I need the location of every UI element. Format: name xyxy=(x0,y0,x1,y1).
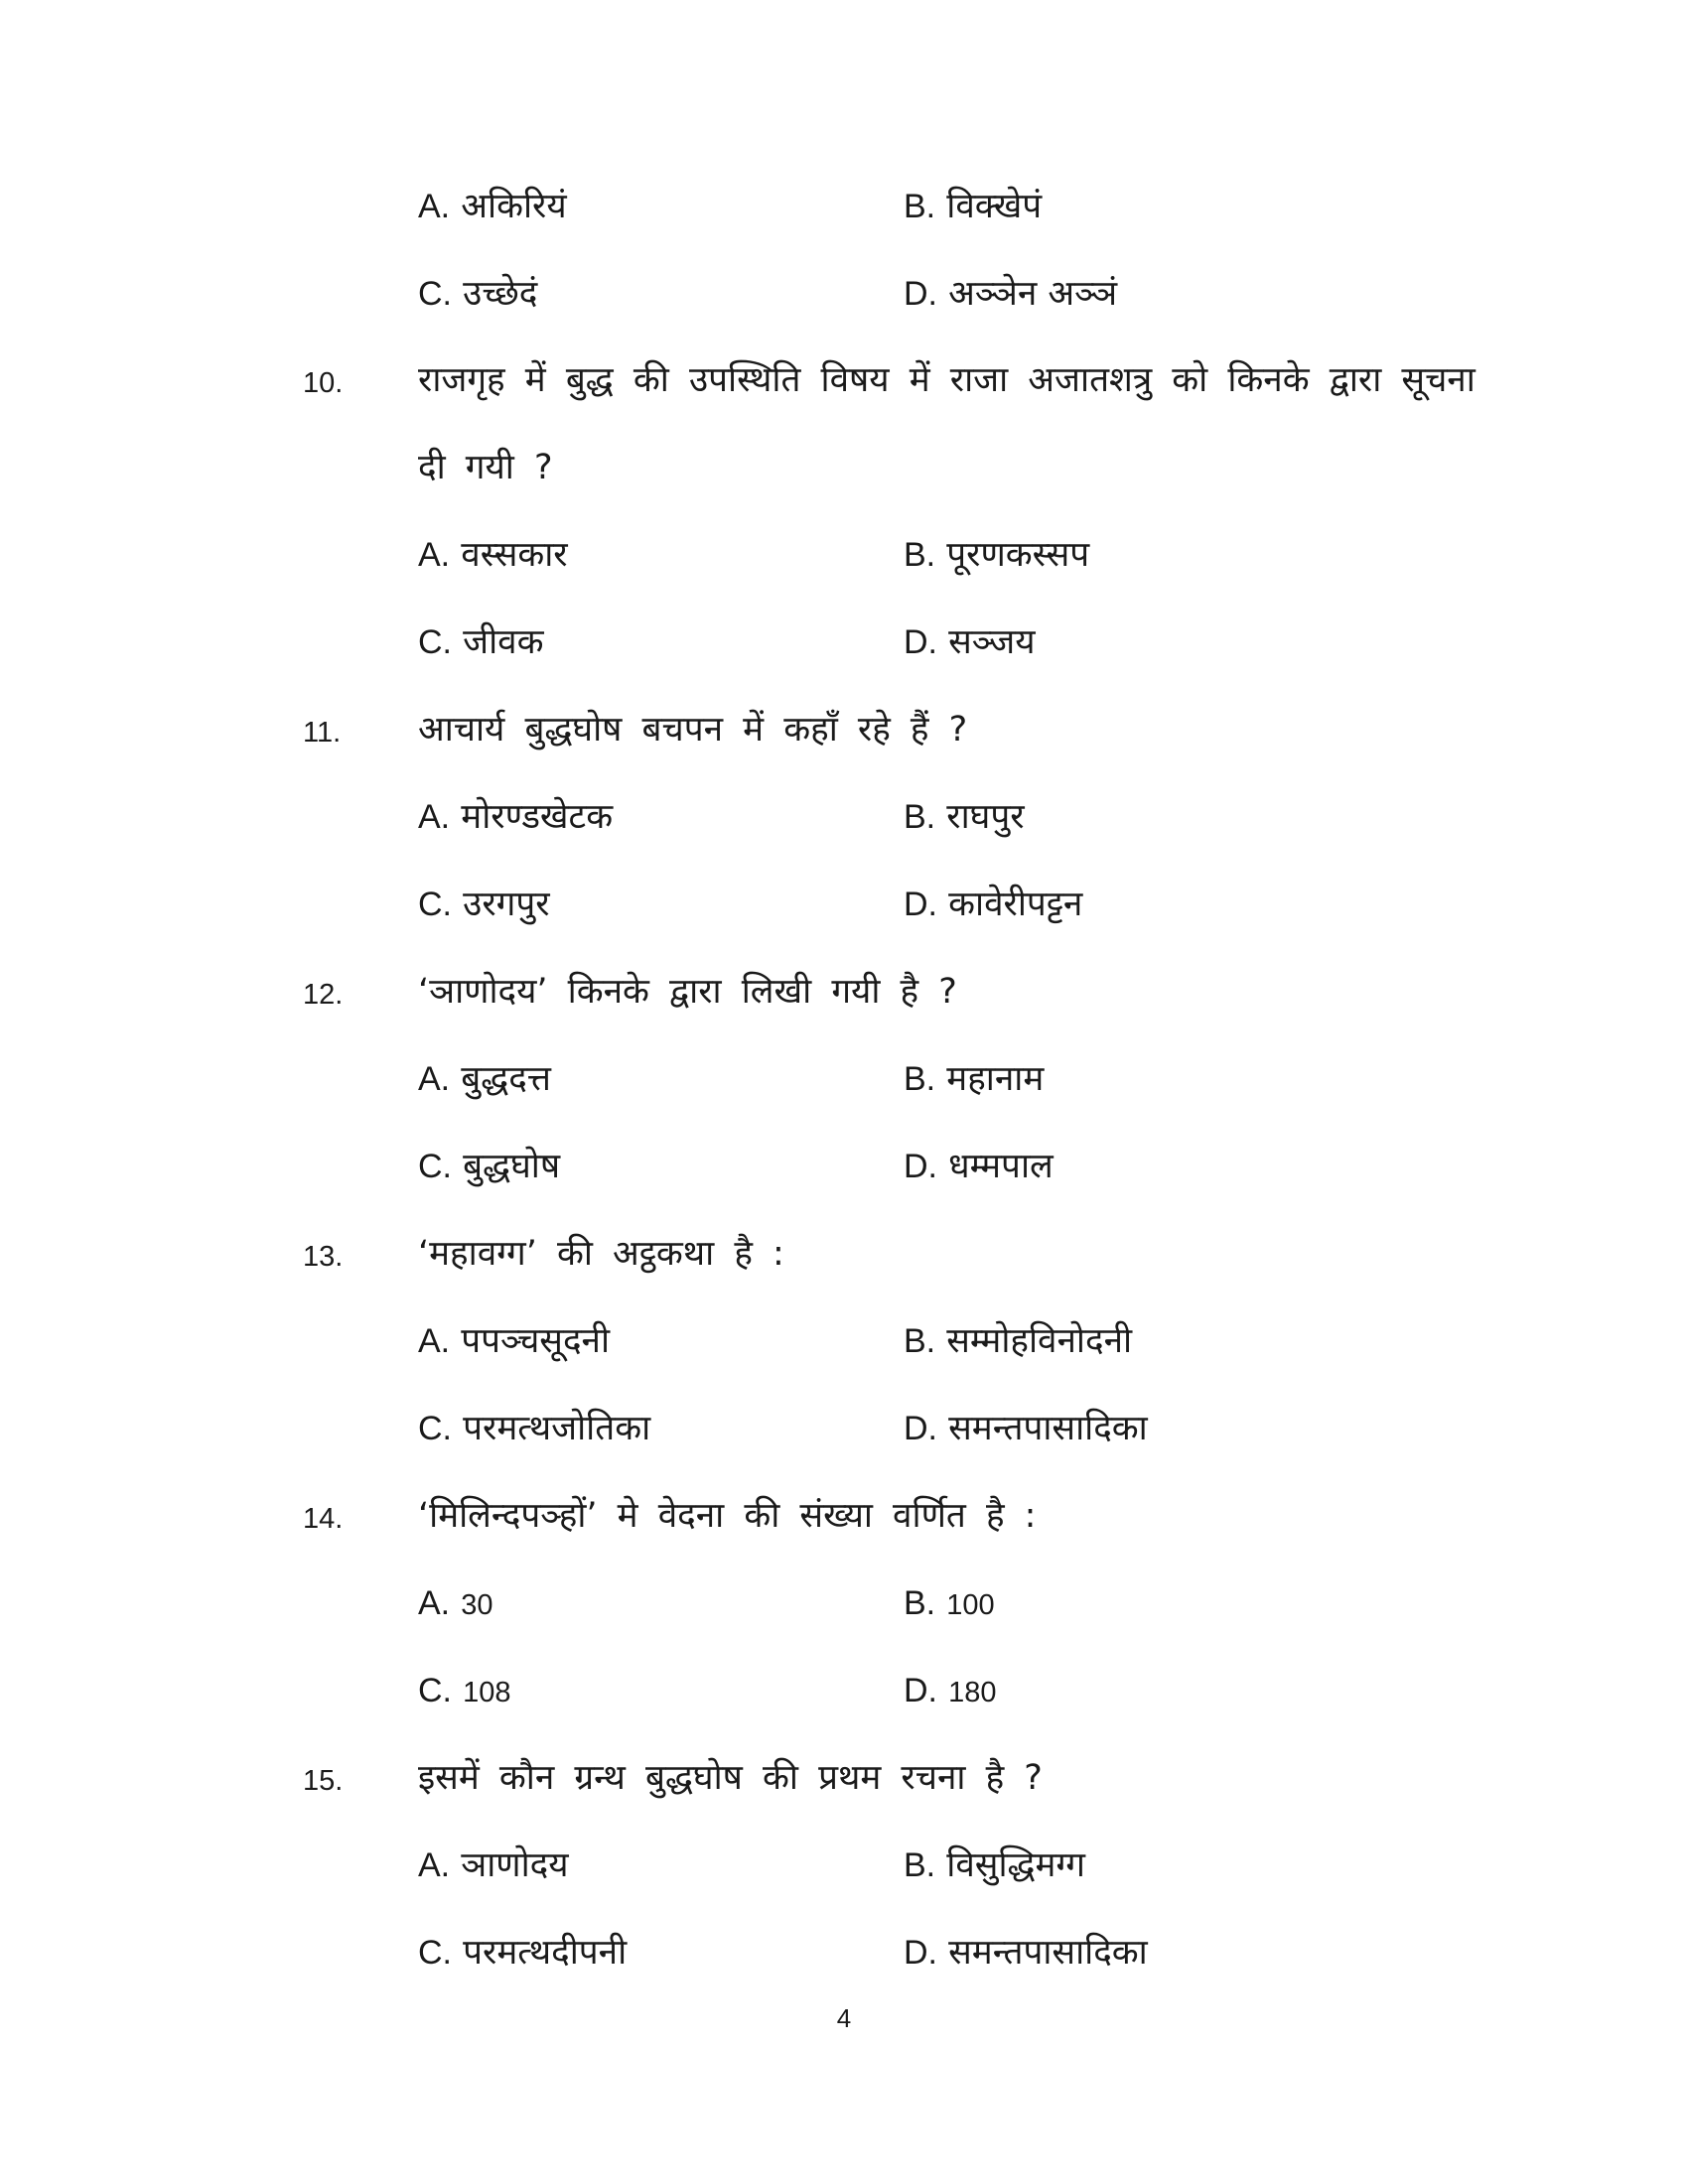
question-13-text: ‘महावग्ग’ की अट्ठकथा है : xyxy=(418,1234,784,1274)
option-text: समन्तपासादिका xyxy=(948,1409,1148,1448)
question-15-text: इसमें कौन ग्रन्थ बुद्धघोष की प्रथम रचना है ? xyxy=(418,1758,1043,1798)
option-text: वस्सकार xyxy=(461,535,568,575)
option-text: अञ्ञेन अञ्ञं xyxy=(948,274,1118,314)
page-number: 4 xyxy=(836,2003,852,2033)
question-number-14: 14. xyxy=(303,1503,344,1535)
q13-option-d xyxy=(904,1409,1148,1448)
option-letter: D. xyxy=(904,886,937,923)
q10-option-b xyxy=(904,535,1090,575)
option-letter: A. xyxy=(418,1060,451,1098)
option-text: 180 xyxy=(948,1677,997,1708)
option-letter: A. xyxy=(418,798,451,836)
q12-option-c xyxy=(418,1147,561,1186)
option-text: परमत्थजोतिका xyxy=(463,1409,651,1448)
option-text: उच्छेदं xyxy=(463,274,538,314)
question-number-11: 11. xyxy=(303,717,342,749)
option-letter: A. xyxy=(418,1322,451,1360)
question-number-10: 10. xyxy=(303,367,344,399)
option-text: जीवक xyxy=(463,622,544,662)
option-text: सञ्जय xyxy=(948,622,1036,662)
option-letter: D. xyxy=(904,1410,937,1447)
option-text: परमत्थदीपनी xyxy=(463,1933,628,1973)
option-letter: B. xyxy=(904,1846,936,1884)
option-letter: A. xyxy=(418,1846,451,1884)
q13-option-b xyxy=(904,1321,1133,1361)
q15-option-c xyxy=(418,1933,628,1973)
question-number-12: 12. xyxy=(303,979,344,1011)
q9-option-c xyxy=(418,274,538,314)
q11-option-b xyxy=(904,797,1025,837)
option-text: राघपुर xyxy=(946,797,1025,837)
option-letter: C. xyxy=(418,1148,452,1185)
option-text: पपञ्चसूदनी xyxy=(461,1321,611,1361)
q10-option-d xyxy=(904,622,1036,662)
q13-option-a xyxy=(418,1321,611,1361)
q15-option-a xyxy=(418,1845,569,1885)
option-text: विक्खेपं xyxy=(946,187,1043,226)
q14-option-b xyxy=(904,1586,995,1621)
option-letter: C. xyxy=(418,1410,452,1447)
option-letter: B. xyxy=(904,1060,936,1098)
option-text: अकिरियं xyxy=(461,187,567,226)
option-letter: C. xyxy=(418,275,452,313)
option-letter: B. xyxy=(904,188,936,225)
question-12-text: ‘ञाणोदय’ किनके द्वारा लिखी गयी है ? xyxy=(418,972,957,1012)
option-text: महानाम xyxy=(946,1059,1045,1099)
option-text: समन्तपासादिका xyxy=(948,1933,1148,1973)
option-text: ञाणोदय xyxy=(461,1845,569,1885)
q12-option-b xyxy=(904,1059,1045,1099)
option-letter: C. xyxy=(418,1672,452,1709)
question-11-text: आचार्य बुद्धघोष बचपन में कहाँ रहे हैं ? xyxy=(418,710,968,750)
q12-option-d xyxy=(904,1147,1054,1186)
option-letter: B. xyxy=(904,536,936,574)
q9-option-d xyxy=(904,274,1118,314)
option-letter: B. xyxy=(904,798,936,836)
option-letter: D. xyxy=(904,1934,937,1972)
option-letter: B. xyxy=(904,1322,936,1360)
option-text: बुद्धदत्त xyxy=(461,1059,551,1099)
question-14-text: ‘मिलिन्दपञ्हों’ मे वेदना की संख्या वर्णित है : xyxy=(418,1496,1037,1536)
q12-option-a xyxy=(418,1059,551,1099)
q11-option-d xyxy=(904,887,1082,922)
q11-option-c xyxy=(418,887,550,922)
option-text: सम्मोहविनोदनी xyxy=(946,1321,1133,1361)
q15-option-b xyxy=(904,1845,1085,1885)
q11-option-a xyxy=(418,797,614,837)
option-text: उरगपुर xyxy=(463,885,550,924)
q10-option-c xyxy=(418,622,544,662)
q14-option-c xyxy=(418,1674,511,1708)
q14-option-d xyxy=(904,1674,997,1708)
option-letter: D. xyxy=(904,623,937,661)
option-text: विसुद्धिमग्ग xyxy=(946,1845,1085,1885)
q13-option-c xyxy=(418,1409,651,1448)
q10-option-a xyxy=(418,535,568,575)
option-text: 100 xyxy=(946,1589,995,1621)
option-text: मोरण्डखेटक xyxy=(461,797,614,837)
question-10-text: राजगृह में बुद्ध की उपस्थिति विषय में राजा अजातशत्रु को किनके द्वारा सूचना xyxy=(418,360,1476,400)
option-letter: D. xyxy=(904,1672,937,1709)
q9-option-b xyxy=(904,187,1043,226)
option-text: 30 xyxy=(461,1589,493,1621)
option-letter: D. xyxy=(904,275,937,313)
option-letter: A. xyxy=(418,1584,451,1622)
option-letter: C. xyxy=(418,886,452,923)
option-letter: A. xyxy=(418,188,451,225)
option-letter: C. xyxy=(418,623,452,661)
option-text: पूरणकस्सप xyxy=(946,535,1090,575)
q14-option-a xyxy=(418,1586,493,1621)
option-letter: B. xyxy=(904,1584,936,1622)
option-text: कावेरीपट्टन xyxy=(948,885,1083,924)
option-text: 108 xyxy=(463,1677,511,1708)
option-letter: C. xyxy=(418,1934,452,1972)
q9-option-a xyxy=(418,187,567,226)
question-10-text-continued: दी गयी ? xyxy=(418,448,553,487)
question-number-13: 13. xyxy=(303,1241,344,1273)
q15-option-d xyxy=(904,1933,1148,1973)
option-letter: D. xyxy=(904,1148,937,1185)
option-text: बुद्धघोष xyxy=(463,1147,561,1186)
question-number-15: 15. xyxy=(303,1765,344,1797)
option-letter: A. xyxy=(418,536,451,574)
option-text: धम्मपाल xyxy=(948,1147,1054,1186)
